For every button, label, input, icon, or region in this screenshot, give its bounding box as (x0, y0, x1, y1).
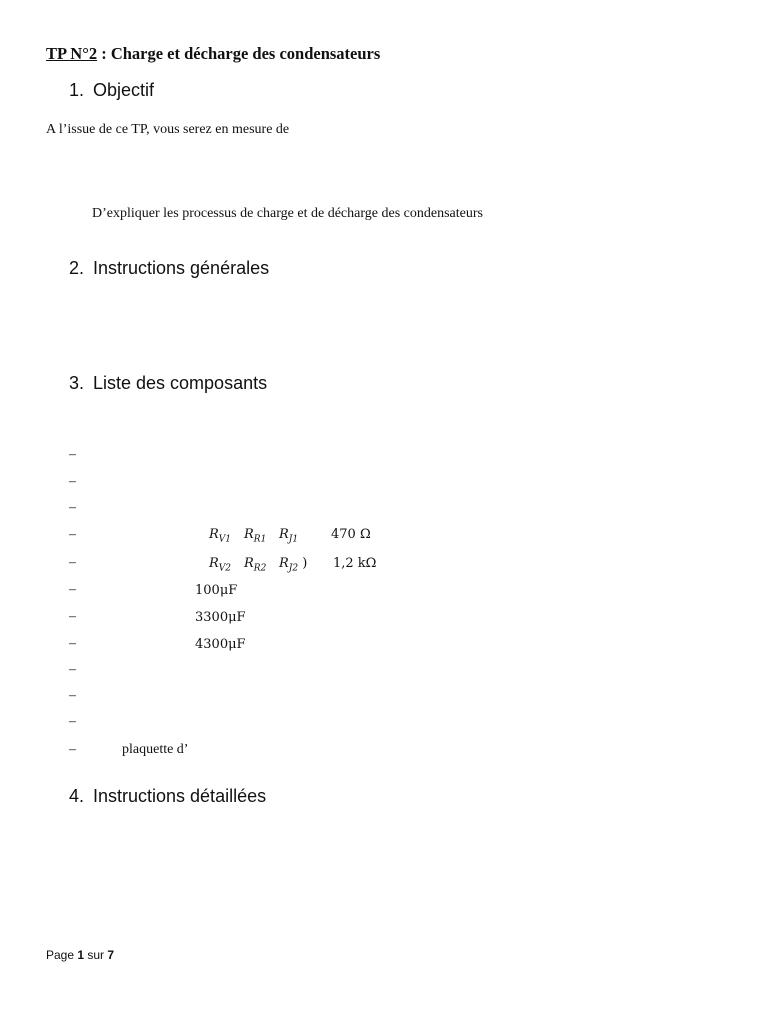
section-number: 1. (69, 80, 85, 100)
list-dash: – (69, 636, 76, 651)
list-dash: – (69, 555, 76, 570)
list-dash: – (69, 500, 76, 515)
list-dash: – (69, 447, 76, 462)
list-dash: – (69, 474, 76, 489)
section-label: Objectif (93, 80, 155, 100)
component-plaquette: plaquette d’ (122, 742, 189, 757)
resistor-value-1k2: 1,2 kΩ (333, 556, 377, 571)
page-footer: Page 1 sur 7 (46, 948, 115, 962)
resistor-rv2: $R_{V2}$ (209, 556, 232, 574)
list-dash: – (69, 714, 76, 729)
list-dash: – (69, 609, 76, 624)
document-title (46, 44, 380, 64)
current-page: 1 (77, 948, 85, 962)
section-heading-instructions-detaillees (69, 786, 266, 807)
list-dash: – (69, 742, 76, 757)
resistor-rj1: $R_{J1}$ (279, 527, 299, 545)
section-heading-instructions-generales (69, 258, 269, 279)
section-label: Instructions générales (93, 258, 270, 278)
section-heading-liste-composants (69, 373, 267, 394)
resistor-rv1: $R_{V1}$ (209, 527, 232, 545)
total-pages: 7 (107, 948, 115, 962)
objectif-item: D’expliquer les processus de charge et de décharge des condensateurs (92, 206, 483, 221)
section-number: 2. (69, 258, 85, 278)
list-dash: – (69, 662, 76, 677)
resistor-rj2: $R_{J2}$ ) (279, 556, 308, 574)
section-label: Instructions détaillées (93, 786, 267, 806)
capacitor-4300uf: 4300μF (195, 637, 246, 652)
title-rest: : Charge et décharge des condensateurs (97, 44, 381, 63)
capacitor-3300uf: 3300μF (195, 610, 246, 625)
section-number: 3. (69, 373, 85, 393)
resistor-rr1: $R_{R1}$ (244, 527, 267, 545)
title-prefix: TP N°2 (46, 44, 98, 63)
resistor-rr2: $R_{R2}$ (244, 556, 267, 574)
capacitor-100uf: 100μF (195, 583, 238, 598)
section-label: Liste des composants (93, 373, 268, 393)
list-dash: – (69, 527, 76, 542)
section-number: 4. (69, 786, 85, 806)
section-heading-objectif (69, 80, 154, 101)
resistor-value-470: 470 Ω (331, 527, 371, 542)
list-dash: – (69, 688, 76, 703)
objectif-intro: A l’issue de ce TP, vous serez en mesure de (46, 122, 290, 137)
list-dash: – (69, 582, 76, 597)
